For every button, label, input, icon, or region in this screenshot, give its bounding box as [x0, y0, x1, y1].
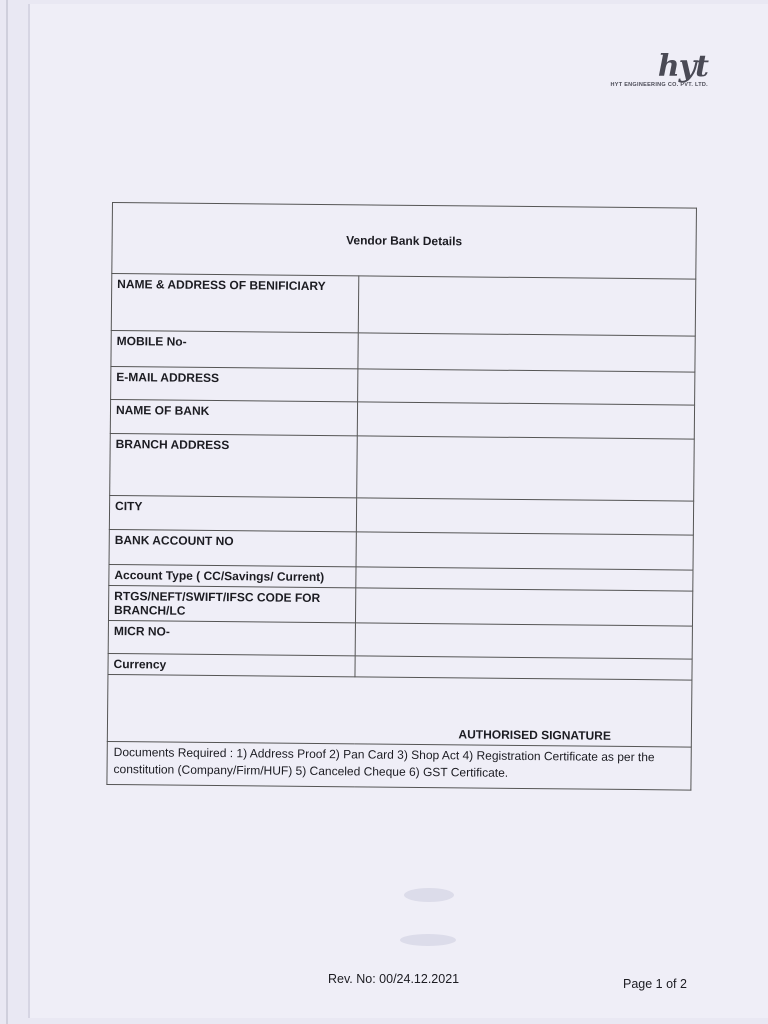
form-title: Vendor Bank Details: [112, 203, 697, 280]
label-account-no: BANK ACCOUNT NO: [109, 529, 356, 566]
label-bank-name: NAME OF BANK: [110, 399, 357, 435]
field-city[interactable]: [356, 498, 693, 535]
field-bank-name[interactable]: [357, 402, 694, 439]
label-city: CITY: [109, 495, 356, 531]
label-ifsc-code: RTGS/NEFT/SWIFT/IFSC CODE FOR BRANCH/LC: [108, 585, 355, 622]
label-beneficiary: NAME & ADDRESS OF BENIFICIARY: [111, 274, 359, 333]
logo-company-name: HYT ENGINEERING CO. PVT. LTD.: [610, 82, 708, 88]
scan-smudge: [400, 934, 456, 946]
documents-required: Documents Required : 1) Address Proof 2) Pan Card 3) Shop Act 4) Registration Certificate as per the constitution (Company/Firm/HUF) 5) Canceled Cheque 6) GST Certificate.: [107, 741, 691, 790]
field-ifsc-code[interactable]: [355, 588, 692, 626]
field-micr[interactable]: [355, 623, 692, 659]
scan-smudge: [404, 888, 454, 902]
label-branch-address: BRANCH ADDRESS: [110, 433, 358, 497]
logo-mark: hyt: [657, 49, 708, 84]
field-branch-address[interactable]: [357, 436, 695, 501]
page-number: Page 1 of 2: [623, 977, 687, 991]
signature-area: [107, 674, 692, 747]
field-account-no[interactable]: [356, 532, 693, 570]
label-account-type: Account Type ( CC/Savings/ Current): [109, 564, 356, 587]
field-mobile[interactable]: [358, 333, 695, 372]
label-currency: Currency: [108, 653, 355, 676]
field-beneficiary[interactable]: [358, 276, 696, 336]
vendor-bank-form: [106, 202, 697, 791]
company-logo: [610, 49, 708, 88]
label-mobile: MOBILE No-: [111, 330, 358, 368]
revision-number: Rev. No: 00/24.12.2021: [328, 972, 460, 986]
label-email: E-MAIL ADDRESS: [111, 366, 358, 401]
field-email[interactable]: [358, 369, 695, 405]
signature-label: AUTHORISED SIGNATURE: [458, 727, 611, 743]
label-micr: MICR NO-: [108, 620, 355, 655]
scan-edge: [6, 0, 8, 1024]
form-table: [106, 202, 697, 791]
